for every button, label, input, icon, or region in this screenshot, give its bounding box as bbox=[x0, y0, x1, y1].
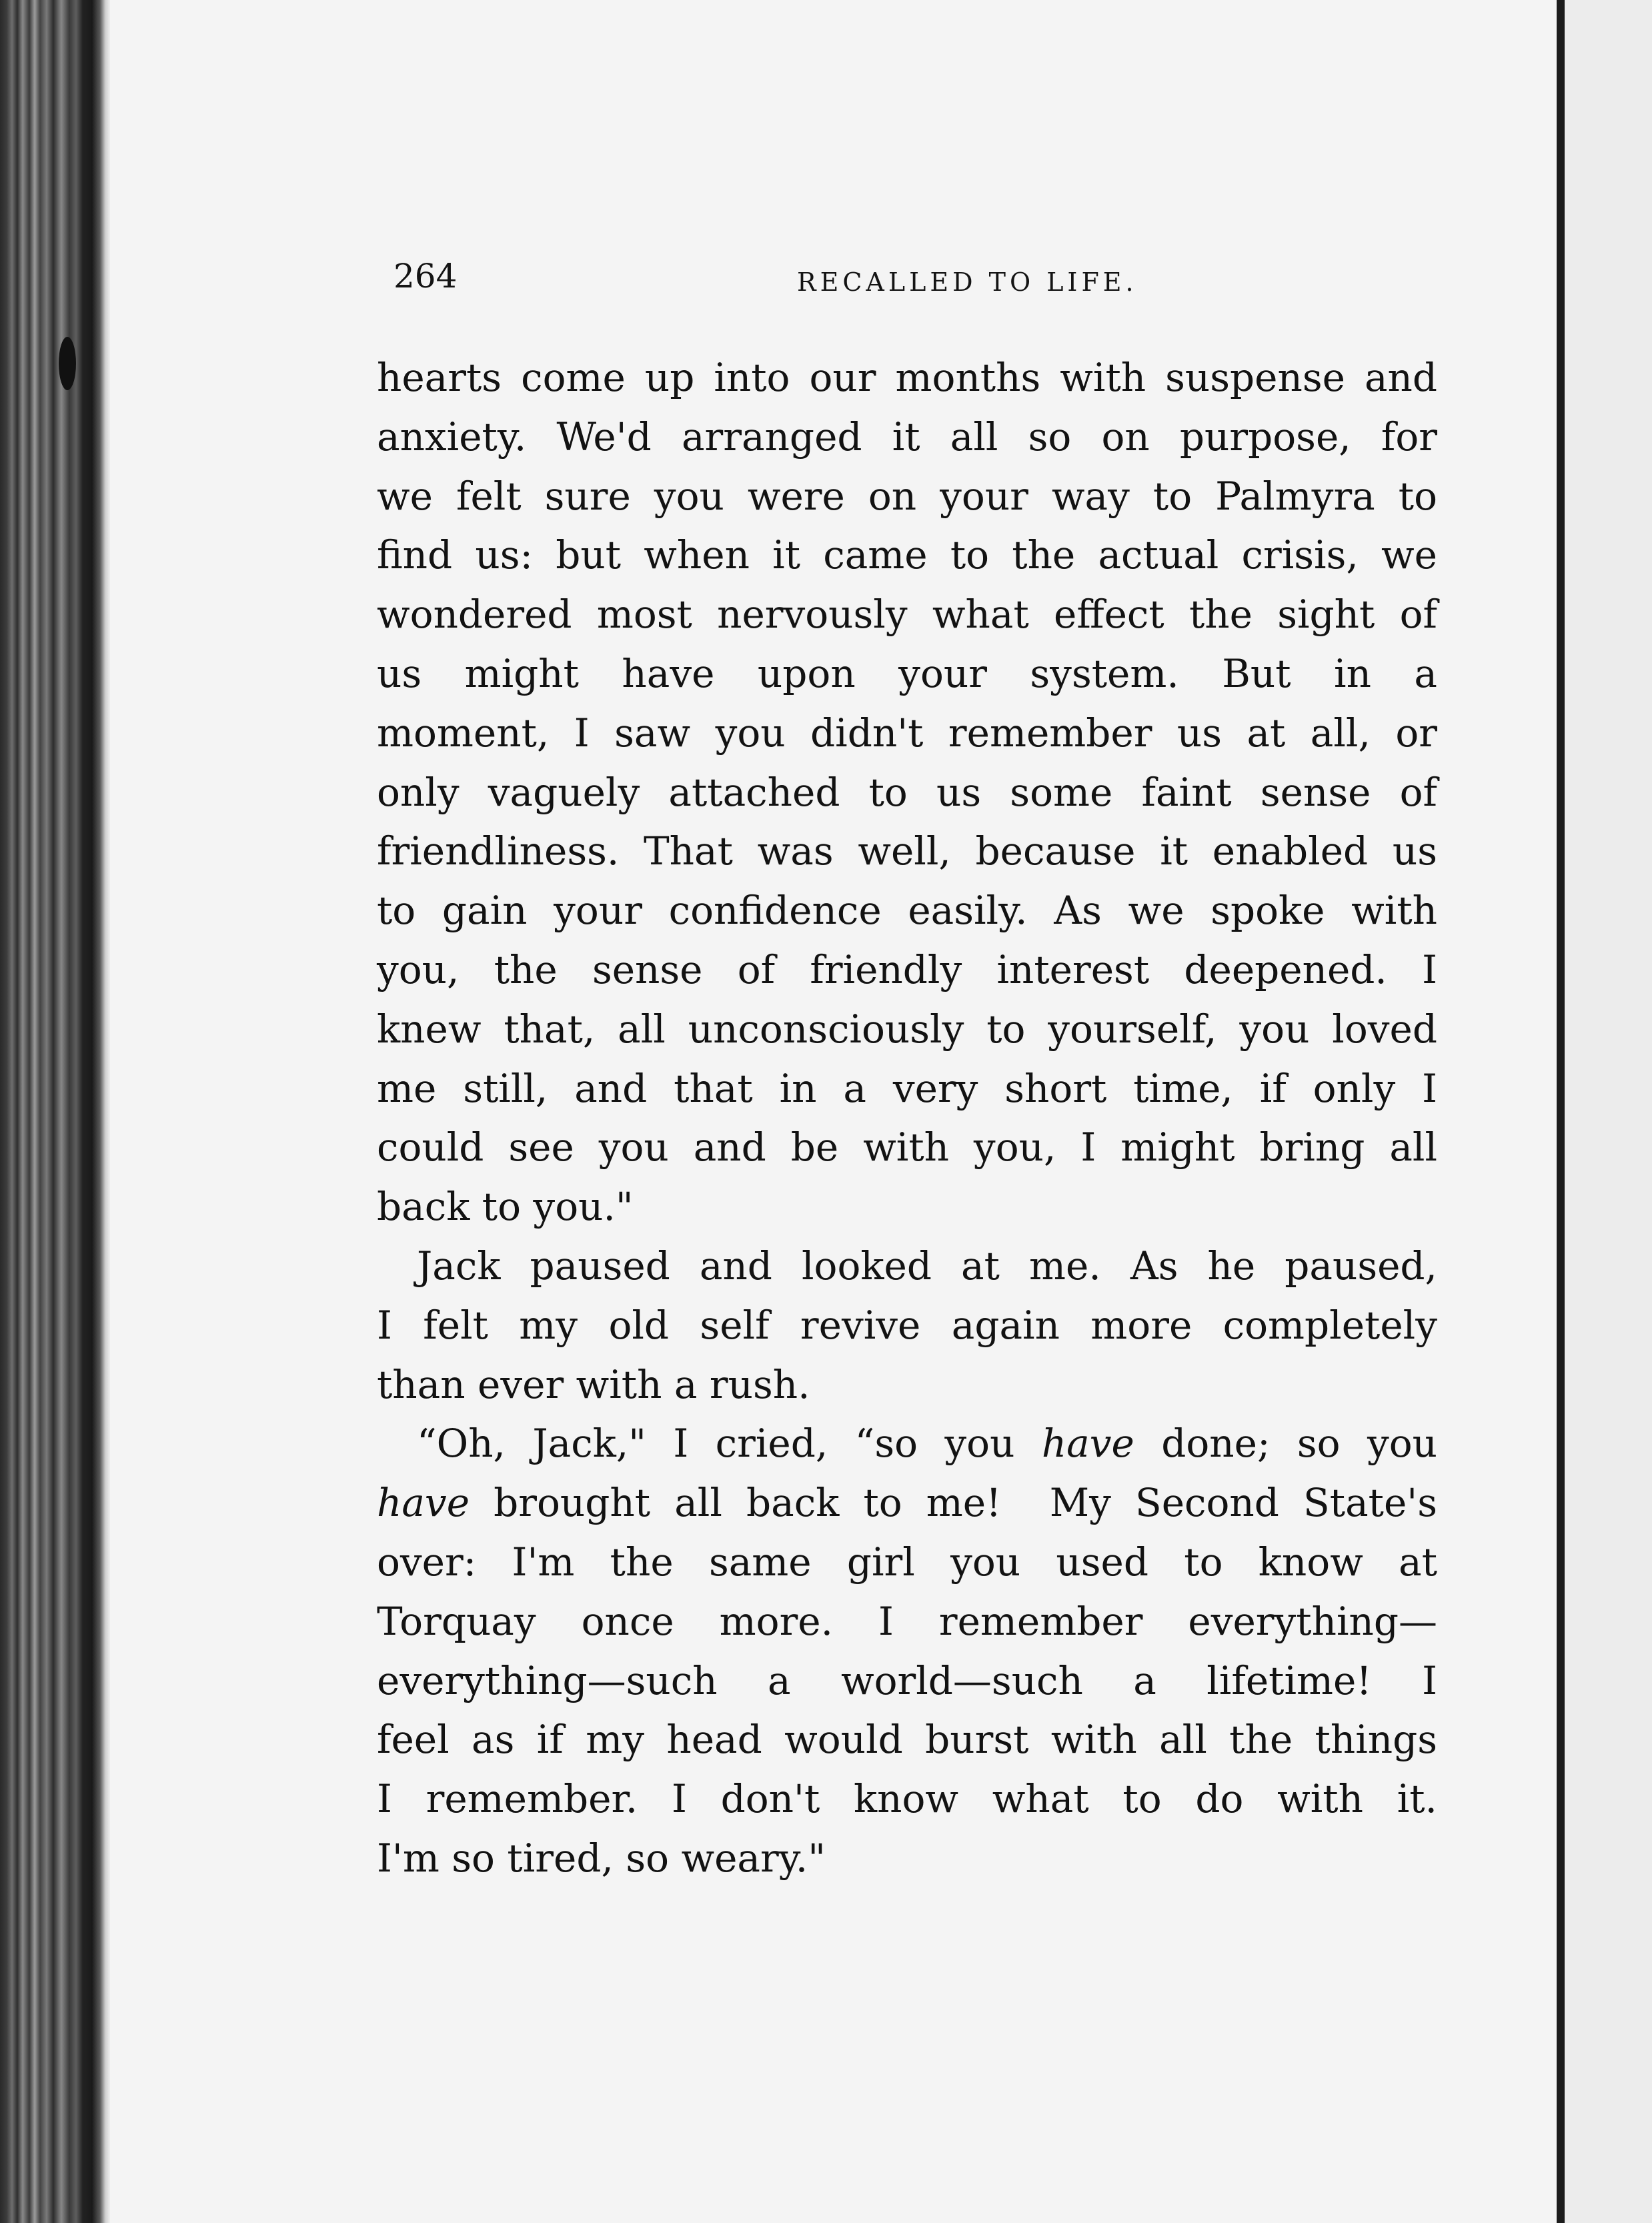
book-gutter bbox=[0, 0, 110, 2223]
page-number: 264 bbox=[393, 257, 458, 295]
text-line: us might have upon your system. But in a bbox=[377, 650, 1437, 696]
text-line: we felt sure you were on your way to Palmyra to bbox=[377, 473, 1437, 519]
text-line: back to you." bbox=[377, 1184, 634, 1230]
text-fragment: “Oh, Jack," I cried, “so you bbox=[417, 1421, 1042, 1467]
text-line: I remember. I don't know what to do with it. bbox=[377, 1776, 1437, 1822]
text-line: I felt my old self revive again more completely bbox=[377, 1302, 1437, 1348]
text-line: Jack paused and looked at me. As he paused, bbox=[417, 1243, 1437, 1289]
text-line: friendliness. That was well, because it enabled us bbox=[377, 828, 1437, 874]
text-line: everything—such a world—such a lifetime! I bbox=[377, 1657, 1437, 1703]
text-line: than ever with a rush. bbox=[377, 1361, 810, 1407]
scan-blemish bbox=[59, 337, 76, 390]
text-line: could see you and be with you, I might bring all bbox=[377, 1125, 1437, 1171]
text-fragment: brought all back to me! My Second State's bbox=[470, 1480, 1437, 1526]
italic-emphasis: have bbox=[377, 1480, 470, 1526]
text-line: find us: but when it came to the actual crisis, we bbox=[377, 532, 1437, 578]
text-line: only vaguely attached to us some faint sense of bbox=[377, 769, 1437, 815]
body-text bbox=[377, 348, 1437, 1888]
book-page bbox=[110, 0, 1557, 2223]
text-line: moment, I saw you didn't remember us at all, or bbox=[377, 710, 1437, 756]
text-line: knew that, all unconsciously to yourself, you loved bbox=[377, 1006, 1437, 1052]
text-line bbox=[377, 1414, 1437, 1473]
text-line: over: I'm the same girl you used to know at bbox=[377, 1539, 1437, 1585]
italic-emphasis: have bbox=[1041, 1421, 1134, 1467]
text-line: Torquay once more. I remember everything— bbox=[377, 1598, 1437, 1644]
right-margin bbox=[1565, 0, 1652, 2223]
running-title: RECALLED TO LIFE. bbox=[797, 267, 1138, 297]
text-line: you, the sense of friendly interest deepened. I bbox=[377, 946, 1437, 992]
text-line bbox=[377, 1473, 1437, 1533]
text-line: feel as if my head would burst with all the things bbox=[377, 1717, 1437, 1763]
text-line: wondered most nervously what effect the sight of bbox=[377, 592, 1437, 638]
text-fragment: done; so you bbox=[1134, 1421, 1437, 1467]
text-line: hearts come up into our months with suspense and bbox=[377, 355, 1437, 400]
text-line: me still, and that in a very short time, if only I bbox=[377, 1065, 1437, 1111]
text-line: anxiety. We'd arranged it all so on purpose, for bbox=[377, 414, 1437, 460]
running-head bbox=[393, 257, 1461, 310]
text-line: I'm so tired, so weary." bbox=[377, 1835, 826, 1881]
text-line: to gain your confidence easily. As we spoke with bbox=[377, 888, 1437, 934]
page-edge bbox=[1557, 0, 1565, 2223]
